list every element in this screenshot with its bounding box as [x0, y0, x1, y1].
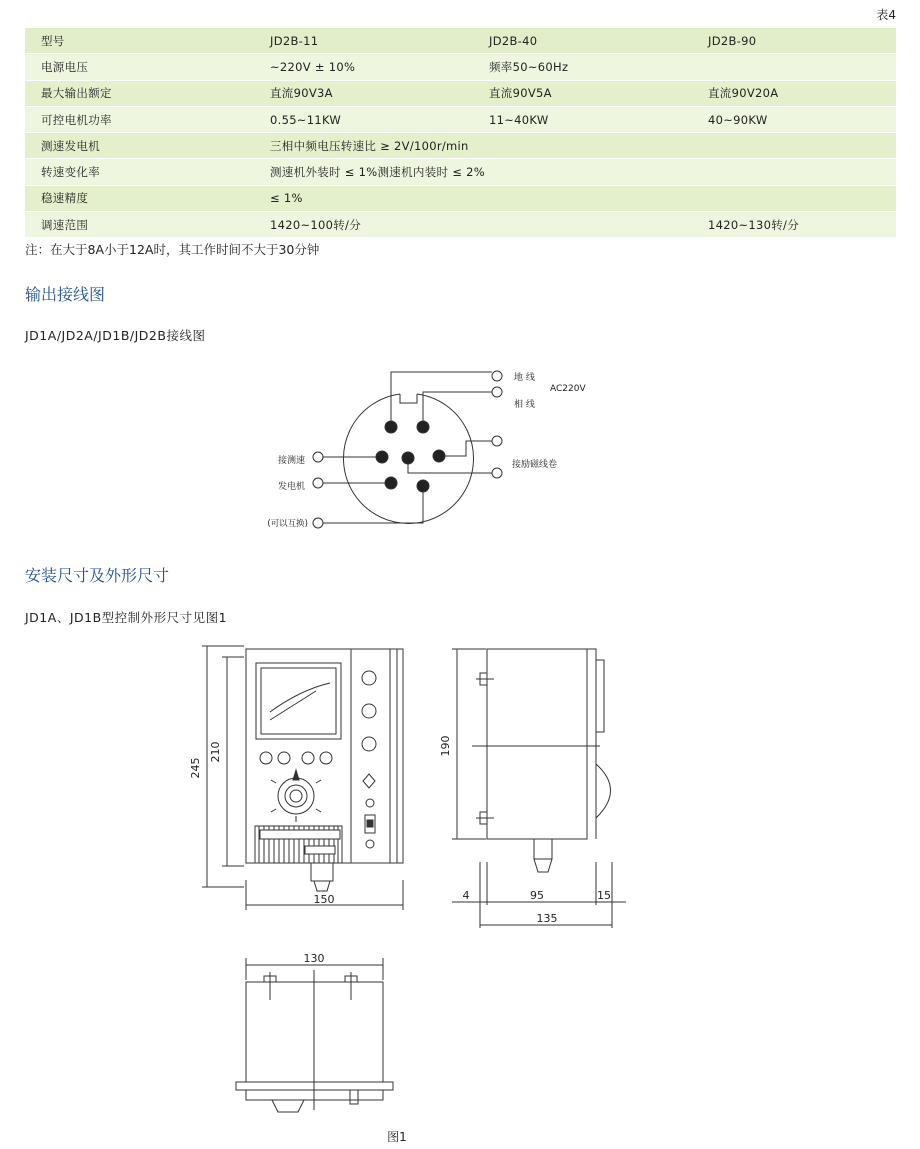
terminal-tacho-1 — [313, 452, 323, 462]
label-ac220v: AC220V — [550, 384, 586, 394]
header-cell-jd2b-11: JD2B-11 — [258, 28, 477, 54]
dim-95: 95 — [530, 889, 544, 902]
knob — [260, 752, 272, 764]
wire-field-2 — [408, 464, 492, 473]
table-cell — [696, 54, 896, 80]
label-tacho: 接测速 — [277, 456, 305, 466]
table-cell: 调速范围 — [25, 212, 258, 238]
wire-phase — [423, 392, 492, 421]
table-cell: 转速变化率 — [25, 159, 258, 185]
side-panel-lip — [596, 660, 604, 732]
spec-table — [25, 28, 896, 238]
pin-label: 3 — [436, 452, 442, 461]
table-row — [25, 133, 896, 159]
speed-dial — [278, 778, 314, 814]
table-label: 表4 — [876, 8, 896, 22]
table-row — [25, 54, 896, 80]
dim-210: 210 — [209, 741, 222, 763]
label-interchangeable: (可以互换) — [267, 519, 308, 529]
table-cell: 电源电压 — [25, 54, 258, 80]
terminal-field-1 — [492, 436, 502, 446]
figure-caption: 图1 — [387, 1130, 407, 1144]
table-header-row — [25, 28, 896, 54]
meter-needle — [270, 691, 316, 720]
panel-button — [362, 704, 376, 718]
table-cell: ≤ 1% — [258, 185, 896, 211]
dim-130: 130 — [303, 952, 325, 965]
dim-15: 15 — [597, 889, 611, 902]
header-cell-jd2b-90: JD2B-90 — [696, 28, 896, 54]
meter-scale — [270, 683, 330, 712]
terminal-phase — [492, 387, 502, 397]
knob — [278, 752, 290, 764]
table-cell: 11~40KW — [477, 106, 696, 132]
panel-lamp — [366, 840, 374, 848]
pin-label: 7 — [388, 479, 394, 488]
table-cell: 1420~130转/分 — [696, 212, 896, 238]
table-cell: 测速发电机 — [25, 133, 258, 159]
table-cell: 1420~100转/分 — [258, 212, 696, 238]
table-cell: 40~90KW — [696, 106, 896, 132]
panel-button — [362, 737, 376, 751]
side-cable-gland — [534, 839, 552, 859]
wire-tacho-3 — [323, 492, 423, 523]
side-knob — [596, 764, 611, 818]
table-note: 注：在大于8A小于12A时，其工作时间不大于30分钟 — [25, 242, 320, 257]
dim-245: 245 — [189, 757, 202, 779]
knob — [302, 752, 314, 764]
table-row — [25, 106, 896, 132]
wiring-diagram — [0, 350, 920, 540]
table-cell: 频率50~60Hz — [477, 54, 696, 80]
wire-field-1 — [445, 441, 492, 456]
panel-indicator — [363, 774, 375, 788]
dim-135: 135 — [536, 912, 558, 925]
dim-4: 4 — [462, 889, 470, 902]
side-body — [487, 649, 587, 839]
table-cell: 直流90V20A — [696, 80, 896, 106]
panel-lamp — [366, 799, 374, 807]
wire-ground — [391, 372, 492, 421]
pin-label: 5 — [379, 453, 385, 462]
table-cell: 最大输出额定 — [25, 80, 258, 106]
table-row — [25, 212, 896, 238]
dial-pointer — [293, 770, 299, 780]
dim-190: 190 — [439, 735, 452, 757]
table-cell: 稳速精度 — [25, 185, 258, 211]
wiring-subtitle: JD1A/JD2A/JD1B/JD2B接线图 — [25, 328, 206, 343]
terminal-ground — [492, 371, 502, 381]
cable-gland — [311, 863, 333, 881]
connector-key — [400, 394, 417, 403]
bottom-view — [236, 958, 393, 1112]
dimensions-subtitle: JD1A、JD1B型控制外形尺寸见图1 — [25, 610, 228, 625]
header-cell-model: 型号 — [25, 28, 258, 54]
table-cell: 0.55~11KW — [258, 106, 477, 132]
dimensions-section-title: 安装尺寸及外形尺寸 — [25, 566, 170, 585]
table-cell: 可控电机功率 — [25, 106, 258, 132]
pin-label: 4 — [405, 454, 411, 463]
terminal-field-2 — [492, 468, 502, 478]
front-view — [202, 646, 403, 910]
label-ground: 地 线 — [514, 373, 535, 383]
terminal-tacho-3 — [313, 518, 323, 528]
meter-window — [261, 668, 336, 734]
pin-label: 2 — [388, 423, 394, 432]
label-generator: 发电机 — [277, 482, 305, 492]
terminal-tacho-2 — [313, 478, 323, 488]
table-cell: 直流90V5A — [477, 80, 696, 106]
table-cell: 测速机外装时 ≤ 1%测速机内装时 ≤ 2% — [258, 159, 896, 185]
dim-150: 150 — [313, 893, 335, 906]
pin-label: 6 — [420, 482, 426, 491]
meter-frame — [256, 663, 341, 739]
table-row — [25, 159, 896, 185]
table-row — [25, 80, 896, 106]
knob — [320, 752, 332, 764]
wiring-section-title: 输出接线图 — [25, 285, 106, 304]
dimension-drawing — [0, 630, 920, 1149]
label-phase: 相 线 — [514, 400, 535, 410]
table-cell: ~220V ± 10% — [258, 54, 477, 80]
side-view — [452, 649, 626, 928]
bottom-cable-gland — [272, 1100, 304, 1112]
label-field-coil: 接励磁线卷 — [512, 460, 558, 470]
pin-label: 1 — [420, 423, 426, 432]
heat-sink — [255, 826, 342, 863]
panel-button — [362, 671, 376, 685]
table-cell: 三相中频电压转速比 ≥ 2V/100r/min — [258, 133, 896, 159]
table-cell: 直流90V3A — [258, 80, 477, 106]
table-row — [25, 185, 896, 211]
header-cell-jd2b-40: JD2B-40 — [477, 28, 696, 54]
